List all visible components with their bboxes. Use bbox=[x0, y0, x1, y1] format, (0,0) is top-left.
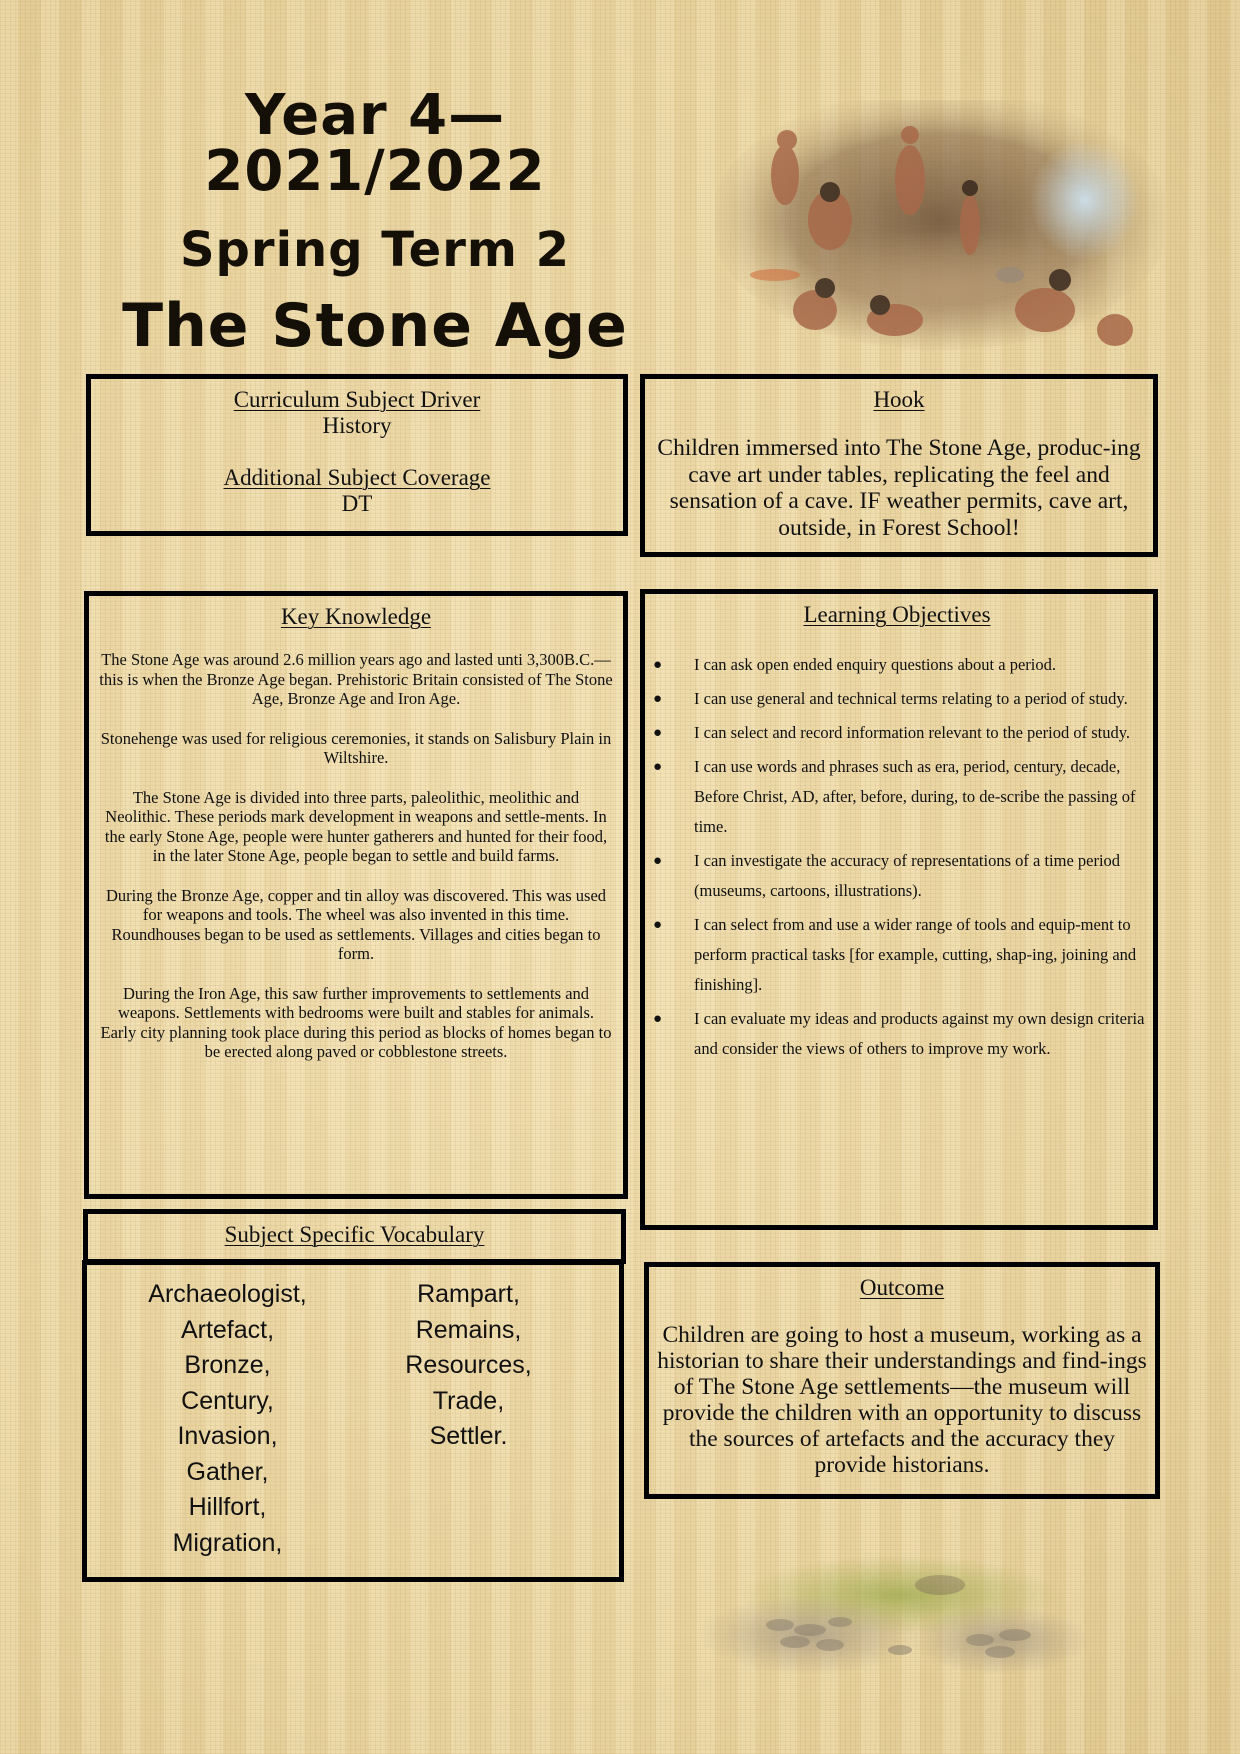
list-item bbox=[649, 1004, 1145, 1064]
vocab-word: Archaeologist, bbox=[148, 1280, 307, 1308]
bullet-icon: ● bbox=[653, 691, 663, 707]
additional-coverage-heading: Additional Subject Coverage bbox=[223, 465, 491, 490]
cave-scene-image bbox=[715, 100, 1165, 360]
page-title bbox=[90, 80, 660, 361]
curriculum-driver-heading: Curriculum Subject Driver bbox=[233, 387, 481, 412]
bullet-icon: ● bbox=[653, 725, 663, 741]
vocab-word: Resources, bbox=[405, 1351, 532, 1379]
vocab-word: Century, bbox=[181, 1386, 274, 1415]
key-knowledge-paragraph: The Stone Age is divided into three parts, paleolithic, meolithic and Neolithic. These periods mark development in weapons and settle-ments. In the early Stone Age, people were hunter gatherers and hunted for their food, in the later Stone Age, people began to settle and build farms. bbox=[104, 787, 608, 865]
key-knowledge-paragraph: During the Iron Age, this saw further improvements to settlements and weapons. Settlements with bedrooms were built and stables for animals. Early city planning took place during this period as blocks of homes began to be erected along paved or cobblestone streets. bbox=[100, 983, 612, 1061]
objective-text: I can evaluate my ideas and products against my own design criteria and consider the views of others to improve my work. bbox=[694, 1009, 1145, 1058]
vocabulary-box bbox=[82, 1260, 624, 1582]
curriculum-driver-value: History bbox=[322, 413, 392, 438]
hook-text: Children immersed into The Stone Age, produc-ing cave art under tables, replicating the feel and sensation of a cave. IF weather permits, cave art, outside, in Forest School! bbox=[657, 435, 1141, 541]
bullet-icon: ● bbox=[653, 853, 663, 869]
outcome-text: Children are going to host a museum, working as a historian to share their understandings and find-ings of The Stone Age settlements—the museum will provide the children with an opportunity to discuss the sources of artefacts and the accuracy they provide historians. bbox=[657, 1322, 1147, 1478]
vocabulary-column-right bbox=[348, 1277, 619, 1577]
bullet-icon: ● bbox=[653, 759, 663, 775]
year-title: Year 4—2021/2022 bbox=[204, 83, 546, 204]
vocabulary-column-left bbox=[87, 1277, 348, 1577]
learning-objectives-box bbox=[640, 589, 1158, 1230]
bullet-icon: ● bbox=[653, 917, 663, 933]
ruins-image bbox=[700, 1530, 1100, 1680]
key-knowledge-paragraph: Stonehenge was used for religious ceremonies, it stands on Salisbury Plain in Wiltshire. bbox=[100, 728, 612, 767]
bullet-icon: ● bbox=[653, 1011, 663, 1027]
outcome-box bbox=[644, 1262, 1160, 1499]
key-knowledge-paragraph: During the Bronze Age, copper and tin alloy was discovered. This was used for weapons and tools. The wheel was also invented in this time. Roundhouses began to be used as settlements. Villages and cities began to form. bbox=[105, 885, 607, 963]
vocab-word: Bronze, bbox=[184, 1351, 271, 1379]
additional-coverage-value: DT bbox=[341, 491, 373, 516]
learning-objectives-list bbox=[649, 650, 1145, 1064]
objective-text: I can investigate the accuracy of representations of a time period (museums, cartoons, illustrations). bbox=[694, 851, 1121, 900]
vocab-word: Hillfort, bbox=[188, 1493, 267, 1521]
curriculum-box bbox=[86, 374, 628, 536]
list-item bbox=[649, 718, 1145, 748]
key-knowledge-box bbox=[84, 591, 628, 1199]
vocab-word: Trade, bbox=[432, 1386, 505, 1415]
objective-text: I can use words and phrases such as era, period, century, decade, Before Christ, AD, after, before, during, to de-scribe the passing of time. bbox=[694, 757, 1136, 836]
objective-text: I can select from and use a wider range of tools and equip-ment to perform practical tasks [for example, cutting, shap-ing, joining and finishing]. bbox=[694, 915, 1137, 994]
vocab-word: Gather, bbox=[186, 1457, 269, 1486]
vocab-word: Settler. bbox=[429, 1422, 508, 1450]
list-item bbox=[649, 684, 1145, 714]
key-knowledge-paragraph: The Stone Age was around 2.6 million years ago and lasted unti 3,300B.C.—this is when the Bronze Age began. Prehistoric Britain consisted of The Stone Age, Bronze Age and Iron Age. bbox=[99, 650, 613, 708]
list-item bbox=[649, 910, 1145, 1000]
vocab-word: Remains, bbox=[415, 1315, 522, 1344]
vocabulary-heading: Subject Specific Vocabulary bbox=[224, 1222, 485, 1247]
vocab-word: Rampart, bbox=[417, 1280, 520, 1308]
objective-text: I can use general and technical terms relating to a period of study. bbox=[694, 689, 1128, 708]
outcome-heading: Outcome bbox=[859, 1275, 945, 1300]
key-knowledge-heading: Key Knowledge bbox=[280, 604, 432, 629]
list-item bbox=[649, 650, 1145, 680]
objective-text: I can select and record information relevant to the period of study. bbox=[694, 723, 1131, 742]
learning-objectives-heading: Learning Objectives bbox=[803, 602, 991, 627]
hook-box bbox=[640, 374, 1158, 557]
vocab-word: Artefact, bbox=[180, 1315, 275, 1344]
term-title: Spring Term 2 bbox=[179, 222, 570, 278]
vocabulary-header-box bbox=[83, 1209, 626, 1264]
objective-text: I can ask open ended enquiry questions about a period. bbox=[694, 655, 1056, 674]
bullet-icon: ● bbox=[653, 657, 663, 673]
vocab-word: Migration, bbox=[172, 1528, 283, 1557]
vocab-word: Invasion, bbox=[177, 1422, 278, 1450]
list-item bbox=[649, 752, 1145, 842]
list-item bbox=[649, 846, 1145, 906]
topic-title: The Stone Age bbox=[122, 291, 628, 361]
hook-heading: Hook bbox=[873, 387, 925, 412]
